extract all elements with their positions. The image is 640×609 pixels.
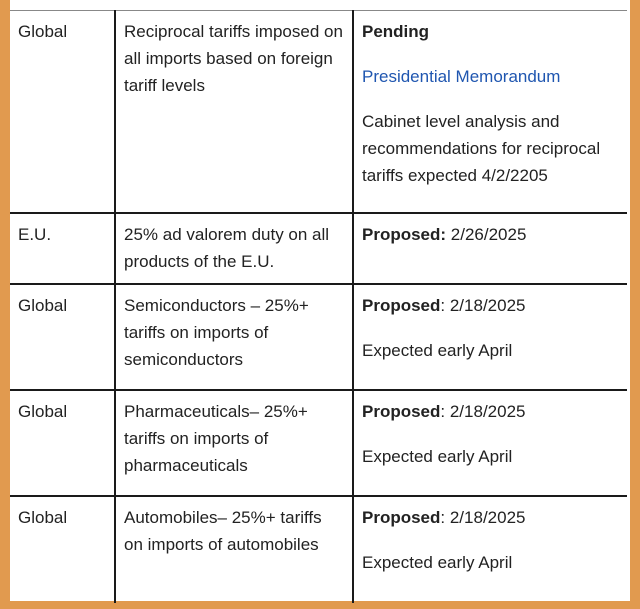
status-label: Proposed:: [362, 225, 447, 244]
tariff-table: [10, 10, 627, 603]
table-row: [10, 390, 627, 496]
measure-cell: Automobiles– 25%+ tariffs on imports of automobiles: [115, 496, 353, 603]
table-row: [10, 213, 627, 284]
measure-cell: Reciprocal tariffs imposed on all imports based on foreign tariff levels: [115, 11, 353, 214]
presidential-memorandum-link[interactable]: Presidential Memorandum: [362, 67, 561, 86]
region-cell: Global: [10, 496, 115, 603]
measure-cell: Pharmaceuticals– 25%+ tariffs on imports of pharmaceuticals: [115, 390, 353, 496]
status-note: Expected early April: [362, 447, 513, 466]
status-note: Expected early April: [362, 553, 513, 572]
status-date: : 2/18/2025: [440, 296, 526, 315]
status-cell: [353, 284, 627, 390]
region-cell: Global: [10, 390, 115, 496]
region-cell: Global: [10, 11, 115, 214]
status-cell: [353, 11, 627, 214]
table-row: [10, 284, 627, 390]
status-date: 2/26/2025: [446, 225, 527, 244]
status-cell: [353, 496, 627, 603]
status-note: Cabinet level analysis and recommendations for reciprocal tariffs expected 4/2/2205: [362, 112, 601, 185]
status-label: Proposed: [362, 508, 441, 527]
status-label: Proposed: [362, 402, 441, 421]
status-cell: [353, 213, 627, 284]
status-label: Pending: [362, 22, 430, 41]
table-row: [10, 11, 627, 214]
region-cell: E.U.: [10, 213, 115, 284]
measure-cell: Semiconductors – 25%+ tariffs on imports of semiconductors: [115, 284, 353, 390]
status-note: Expected early April: [362, 341, 513, 360]
region-cell: Global: [10, 284, 115, 390]
status-cell: [353, 390, 627, 496]
measure-cell: 25% ad valorem duty on all products of the E.U.: [115, 213, 353, 284]
status-label: Proposed: [362, 296, 441, 315]
status-date: : 2/18/2025: [440, 508, 526, 527]
table-row: [10, 496, 627, 603]
status-date: : 2/18/2025: [440, 402, 526, 421]
